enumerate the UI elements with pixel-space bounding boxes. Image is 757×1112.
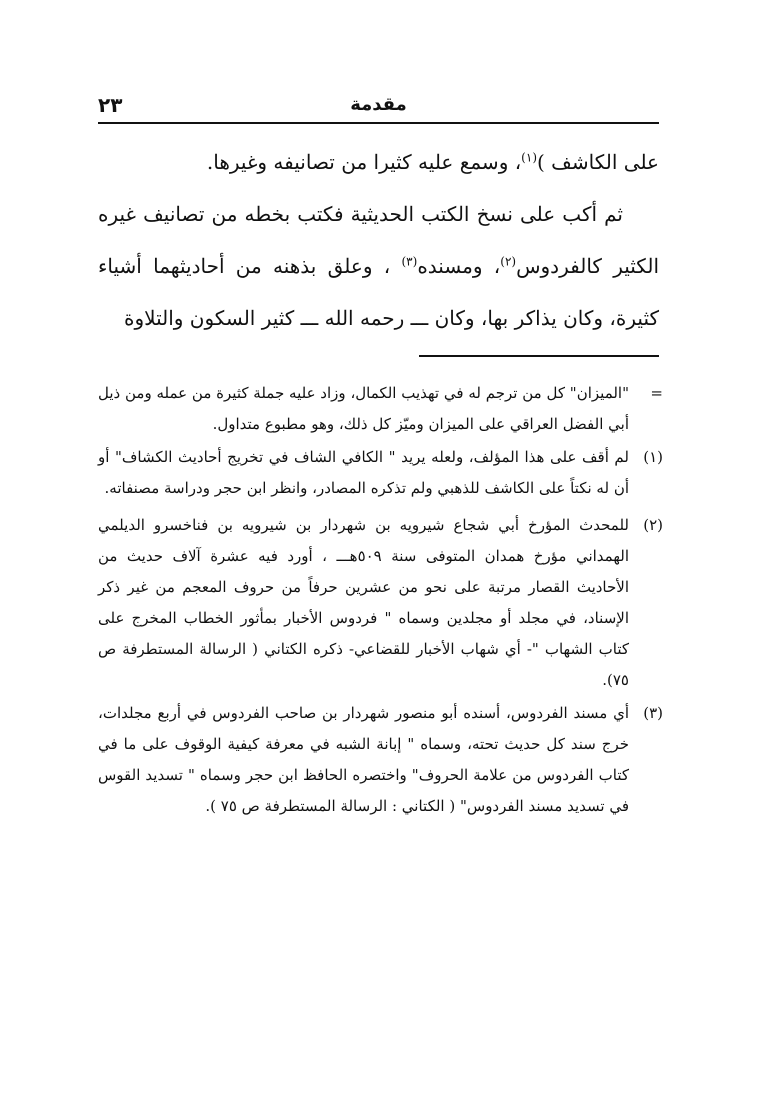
footnote-ref-2: (٢): [500, 254, 517, 269]
paragraph-1-text-b: ، وسمع عليه كثيرا من تصانيفه وغيرها.: [206, 150, 522, 174]
footnote-2-marker: (٢): [643, 516, 663, 534]
running-title: مقدمة: [350, 94, 407, 115]
footnotes: [98, 378, 663, 826]
main-text: [98, 136, 659, 344]
footnote-1-marker: (١): [643, 448, 663, 466]
paragraph-2-text-c: ، وعلق بذهنه من أحاديثهما أشياء كثيرة، وكان يذاكر بها، وكان ـــ رحمه الله ـــ كثير السكون والتلاوة: [98, 254, 659, 330]
paragraph-1: [98, 136, 659, 188]
footnote-1-text: لم أقف على هذا المؤلف، ولعله يريد " الكافي الشاف في تخريج أحاديث الكشاف" أو أن له نكتاً على الكاشف للذهبي ولم تذكره المصادر، وانظر ابن حجر ودراسة مصنفاته.: [98, 448, 629, 497]
page-number: ٢٣: [98, 93, 123, 117]
footnote-continuation: [98, 378, 663, 440]
footnote-2-text: للمحدث المؤرخ أبي شجاع شيرويه بن شهردار بن شيرويه بن فناخسرو الديلمي الهمداني مؤرخ همدان المتوفى سنة ٥٠٩هـــ ، أورد فيه عشرة آلاف حديث من الأحاديث القصار مرتبة على نحو من عشرين حرفاً من حروف المعجم من غير ذكر الإسناد، في مجلد أو مجلدين وسماه " فردوس الأخبار بمأثور الخطاب المخرج على كتاب الشهاب "- أي شهاب الأخبار للقضاعي- ذكره الكتاني ( الرسالة المستطرفة ص ٧٥).: [98, 516, 629, 689]
page-header: [98, 92, 659, 124]
footnote-continuation-text: "الميزان" كل من ترجم له في تهذيب الكمال، وزاد عليه جملة كثيرة من عمله ومن ذيل أبي الفضل العراقي على الميزان وميّز كل ذلك، وهو مطبوع متداول.: [98, 384, 629, 433]
paragraph-2-text-b: ، ومسنده: [417, 254, 501, 278]
footnote-3-text: أي مسند الفردوس، أسنده أبو منصور شهردار بن صاحب الفردوس في أربع مجلدات، خرج سند كل حديث تحته، وسماه " إبانة الشبه في معرفة كيفية الوقوف على ما في كتاب الفردوس من علامة الحروف" واختصره الحافظ ابن حجر وسماه " تسديد القوس في تسديد مسند الفردوس" ( الكتاني : الرسالة المستطرفة ص ٧٥ ).: [98, 704, 629, 815]
footnote-ref-3: (٣): [401, 254, 418, 269]
footnote-3-marker: (٣): [643, 704, 663, 722]
footnote-separator: [419, 355, 659, 357]
footnote-ref-1: (١): [521, 150, 537, 165]
paragraph-2-text-a: ثم أكب على نسخ الكتب الحديثية فكتب بخطه من تصانيف غيره الكثير كالفردوس: [98, 202, 659, 278]
footnote-2: [98, 510, 663, 696]
paragraph-1-text-a: على الكاشف ): [537, 150, 659, 174]
footnote-1: [98, 442, 663, 504]
footnote-continuation-marker: =: [650, 384, 663, 402]
paragraph-2: [98, 188, 659, 344]
footnote-3: [98, 698, 663, 822]
